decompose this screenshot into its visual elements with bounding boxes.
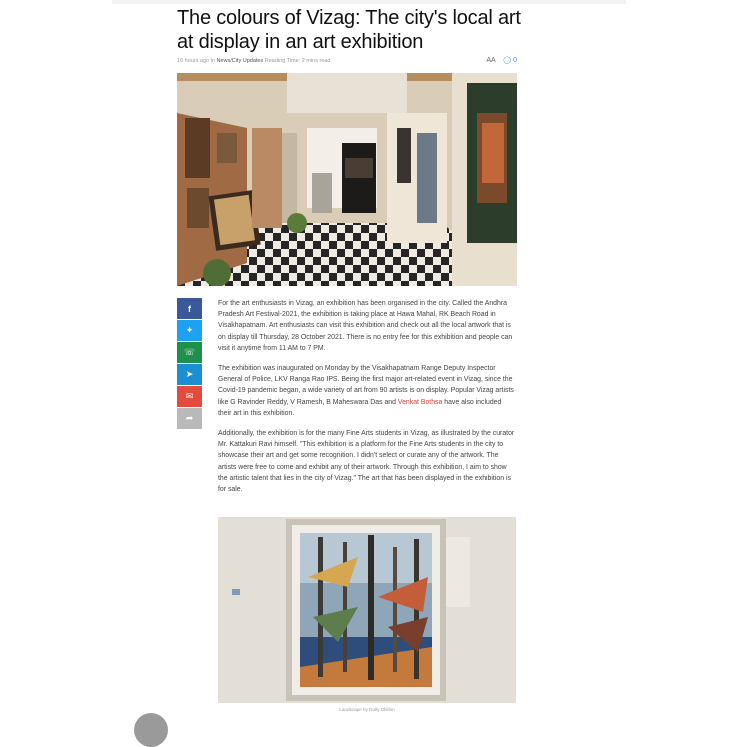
whatsapp-icon: ☏ bbox=[183, 347, 196, 357]
article-meta bbox=[177, 58, 517, 70]
more-share-button[interactable] bbox=[177, 408, 202, 429]
facebook-share-button[interactable] bbox=[177, 298, 202, 319]
time-ago: 16 hours ago bbox=[177, 58, 210, 64]
article-title: The colours of Vizag: The city's local art at display in an art exhibition bbox=[177, 7, 521, 53]
email-icon: ✉ bbox=[185, 391, 194, 401]
meta-actions bbox=[486, 56, 517, 64]
share-arrow-icon: ➦ bbox=[185, 413, 194, 423]
comment-link[interactable] bbox=[503, 57, 517, 64]
comment-icon: ◯ bbox=[503, 57, 512, 64]
telegram-share-button[interactable] bbox=[177, 364, 202, 385]
reading-time: Reading Time: 2 mins read bbox=[264, 58, 331, 64]
paragraph-1: For the art enthusiasts in Vizag, an exhibition has been organised in the city. Called the Andhra Pradesh Art Festival-2021, the exhibition is taking place at Hawa Mahal, RK Beach Road in Visakhapatnam. Art enthusiasts can visit this exhibition and check out all the local artwork that is on display till Thursday, 28 October 2021. There is no entry fee for this exhibition and people can visit it anytime from 11 AM to 7 PM. bbox=[218, 300, 513, 352]
painting-image bbox=[218, 517, 516, 703]
category-link[interactable]: News/City Updates bbox=[216, 58, 264, 64]
in-word: in bbox=[210, 58, 215, 64]
telegram-icon: ➤ bbox=[185, 369, 194, 379]
landscape-painting bbox=[218, 517, 516, 703]
corridor-photo bbox=[177, 73, 517, 286]
paragraph-2 bbox=[218, 363, 516, 419]
venkat-bothsa-link[interactable]: Venkat Bothsa bbox=[397, 398, 443, 406]
paragraph-2-text-b: have also included their art in this exhibition. bbox=[218, 398, 502, 417]
paragraph-2-text-a: The exhibition was inaugurated on Monday by the Visakhapatnam Range Deputy Inspector General of Police, LKV Ranga Rao IPS. Being the first major art-related event in Vizag, since the Covid-19 pandemic began, a wide variety of art from 90 artists is on display. Popular Vizag artists like G Ravinder Reddy, V Ramesh, B Maheswara Das and bbox=[218, 365, 514, 406]
facebook-icon: f bbox=[188, 303, 191, 314]
top-strip bbox=[112, 0, 626, 4]
email-share-button[interactable] bbox=[177, 386, 202, 407]
paragraph-3: Additionally, the exhibition is for the many Fine Arts students in Vizag, as illustrated by the curator Mr. Kattakuri Ravi himself. "This exhibition is a platform for the Fine Arts students in the city to showcase their art and get some recognition. I didn't select or curate any of the artwork. The artists were free to come and exhibit any of their artwork. Through this exhibition, I aim to show the artistic talent that lies in the city of Vizag." The art that has been displayed in the exhibition is for sale. bbox=[218, 430, 515, 494]
twitter-share-button[interactable] bbox=[177, 320, 202, 341]
article-body bbox=[218, 298, 516, 504]
image-caption: Landscape by Dolly Dhillon bbox=[339, 707, 395, 712]
font-size-toggle[interactable]: AA bbox=[486, 57, 496, 64]
floating-action-button[interactable] bbox=[134, 713, 168, 747]
hero-image bbox=[177, 73, 517, 286]
share-bar bbox=[177, 298, 202, 430]
whatsapp-share-button[interactable] bbox=[177, 342, 202, 363]
twitter-icon: ✦ bbox=[185, 325, 194, 335]
comment-count: 0 bbox=[513, 57, 517, 64]
